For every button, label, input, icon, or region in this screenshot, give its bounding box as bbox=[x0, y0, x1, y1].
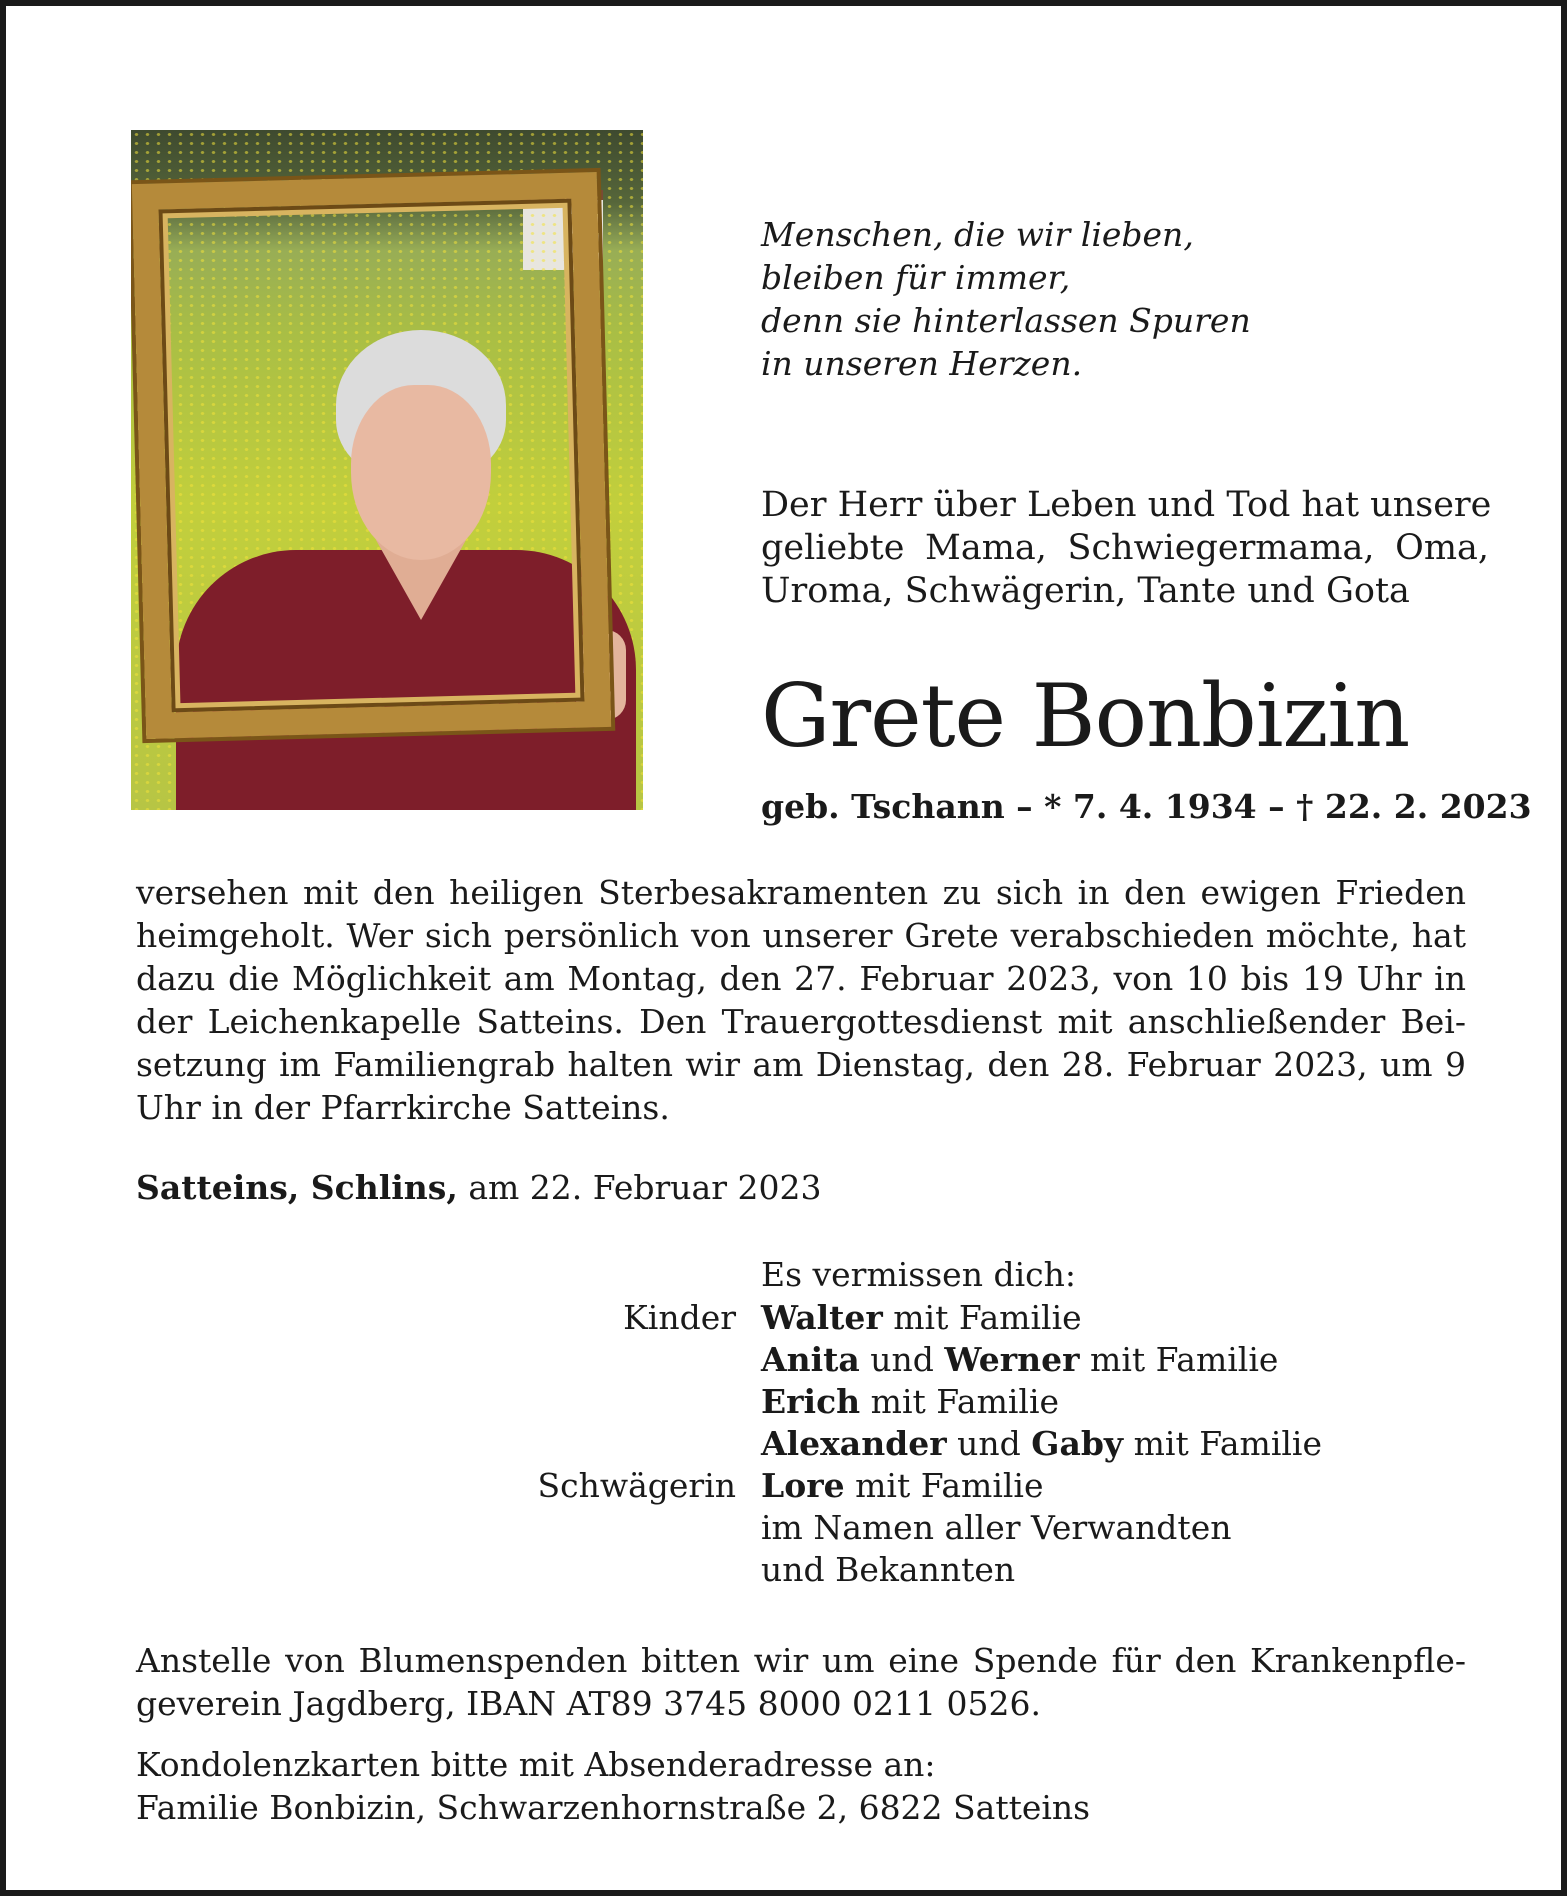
body-line: setzung im Familiengrab halten wir am Dienstag, den 28. Februar 2023, um 9 bbox=[136, 1045, 1466, 1084]
mourner-rest: mit Familie bbox=[860, 1382, 1060, 1421]
mourner-line bbox=[761, 1296, 1082, 1339]
memorial-quote bbox=[761, 213, 1251, 385]
mourner-line: im Namen aller Verwandten bbox=[761, 1508, 1232, 1547]
mourner-conjunction: und bbox=[946, 1424, 1032, 1463]
condolence-line: Familie Bonbizin, Schwarzenhornstraße 2, 6822 Satteins bbox=[136, 1788, 1091, 1827]
relation-label-sister-in-law: Schwägerin bbox=[537, 1466, 736, 1505]
mourner-line bbox=[761, 1464, 1044, 1507]
place-towns: Satteins, Schlins, bbox=[136, 1168, 458, 1207]
mourner-name: Alexander bbox=[761, 1424, 947, 1463]
quote-line: Menschen, die wir lieben, bbox=[761, 215, 1194, 254]
deceased-name: Grete Bonbizin bbox=[761, 665, 1410, 767]
announcement-body bbox=[136, 871, 1466, 1129]
mourner-rest: mit Familie bbox=[844, 1466, 1044, 1505]
body-line: heimgeholt. Wer sich persönlich von unserer Grete verabschieden möchte, hat bbox=[136, 916, 1466, 955]
mourners-heading: Es vermissen dich: bbox=[761, 1255, 1076, 1294]
mourner-rest: mit Familie bbox=[1079, 1340, 1279, 1379]
relation-label-children: Kinder bbox=[623, 1298, 736, 1337]
mourner-name: Lore bbox=[761, 1466, 845, 1505]
donation-request bbox=[136, 1639, 1466, 1725]
body-line: der Leichenkapelle Satteins. Den Trauergottesdienst mit anschließender Bei- bbox=[136, 1002, 1466, 1041]
mourner-name: Anita bbox=[761, 1340, 860, 1379]
mourner-name: Werner bbox=[944, 1340, 1080, 1379]
place-date: am 22. Februar 2023 bbox=[468, 1168, 822, 1207]
mourner-rest: mit Familie bbox=[882, 1298, 1082, 1337]
quote-line: in unseren Herzen. bbox=[761, 344, 1083, 383]
intro-text bbox=[761, 484, 1492, 613]
mourner-line bbox=[761, 1422, 1322, 1465]
place-and-date bbox=[136, 1166, 821, 1209]
donation-line: Anstelle von Blumenspenden bitten wir um eine Spende für den Krankenpfle- bbox=[136, 1641, 1466, 1680]
intro-line: geliebte Mama, Schwiegermama, Oma, bbox=[761, 528, 1489, 568]
gold-picture-frame bbox=[132, 172, 611, 739]
birth-death-dates: geb. Tschann – * 7. 4. 1934 – † 22. 2. 2023 bbox=[761, 787, 1532, 826]
mourner-rest: mit Familie bbox=[1123, 1424, 1323, 1463]
intro-line: Uroma, Schwägerin, Tante und Gota bbox=[761, 571, 1410, 611]
mourner-conjunction: und bbox=[859, 1340, 945, 1379]
quote-line: bleiben für immer, bbox=[761, 258, 1071, 297]
mourner-name: Erich bbox=[761, 1382, 861, 1421]
condolence-line: Kondolenzkarten bitte mit Absenderadresse an: bbox=[136, 1745, 936, 1784]
intro-line: Der Herr über Leben und Tod hat unsere bbox=[761, 485, 1492, 525]
quote-line: denn sie hinterlassen Spuren bbox=[761, 301, 1251, 340]
mourner-name: Walter bbox=[761, 1298, 883, 1337]
mourner-name: Gaby bbox=[1031, 1424, 1124, 1463]
donation-line: geverein Jagdberg, IBAN AT89 3745 8000 0211 0526. bbox=[136, 1684, 1042, 1723]
condolence-address bbox=[136, 1743, 1090, 1829]
body-line: Uhr in der Pfarrkirche Satteins. bbox=[136, 1088, 670, 1127]
portrait-photo bbox=[131, 130, 643, 810]
body-line: dazu die Möglichkeit am Montag, den 27. Februar 2023, von 10 bis 19 Uhr in bbox=[136, 959, 1466, 998]
mourner-line: und Bekannten bbox=[761, 1550, 1016, 1589]
body-line: versehen mit den heiligen Sterbesakramenten zu sich in den ewigen Frieden bbox=[136, 873, 1466, 912]
mourner-line bbox=[761, 1380, 1059, 1423]
mourner-line bbox=[761, 1338, 1278, 1381]
